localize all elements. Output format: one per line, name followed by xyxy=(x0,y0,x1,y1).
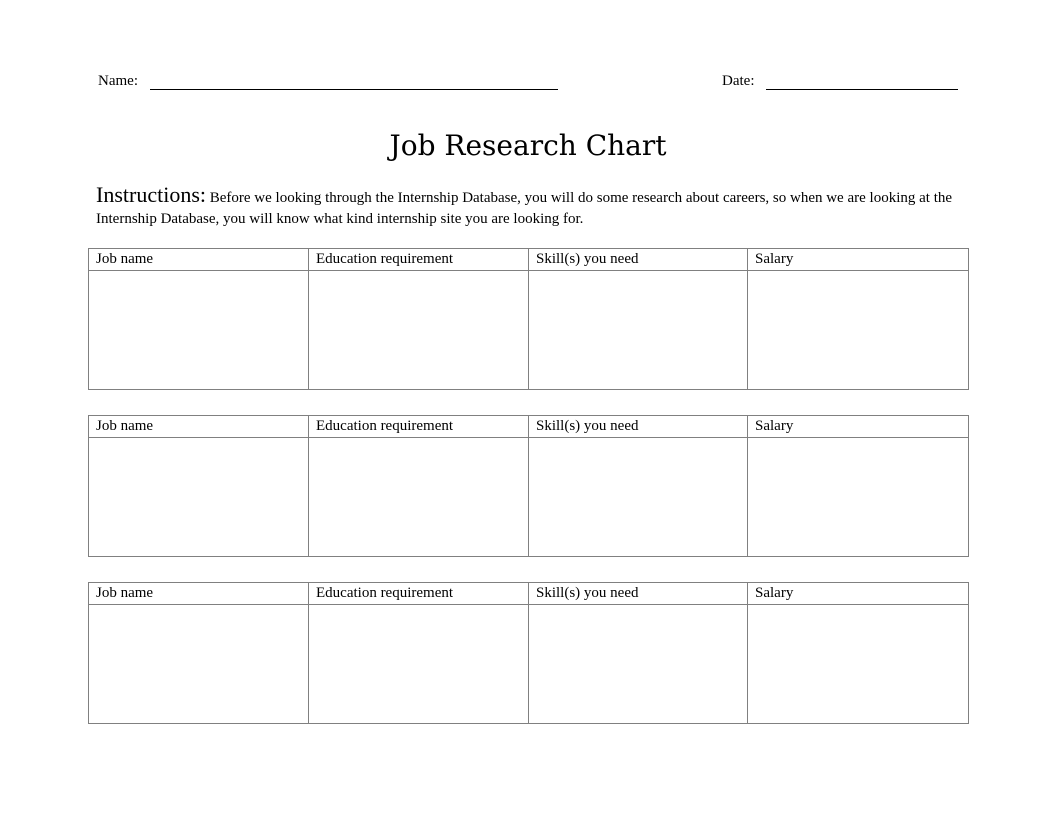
column-header-education-requirement: Education requirement xyxy=(309,249,529,271)
date-label: Date: xyxy=(722,73,755,89)
date-field-row xyxy=(722,72,958,90)
job-research-table-1 xyxy=(88,248,969,390)
column-header-job-name: Job name xyxy=(89,416,309,438)
job-research-table-3 xyxy=(88,582,969,724)
column-header-salary: Salary xyxy=(748,249,969,271)
table-row xyxy=(89,438,969,557)
column-header-salary: Salary xyxy=(748,583,969,605)
column-header-skills: Skill(s) you need xyxy=(529,249,748,271)
column-header-skills: Skill(s) you need xyxy=(529,416,748,438)
job-name-cell[interactable] xyxy=(89,438,309,557)
column-header-salary: Salary xyxy=(748,416,969,438)
table-header-row xyxy=(89,249,969,271)
skills-cell[interactable] xyxy=(529,271,748,390)
date-blank-line[interactable] xyxy=(766,72,958,90)
job-research-table-2 xyxy=(88,415,969,557)
column-header-skills: Skill(s) you need xyxy=(529,583,748,605)
column-header-job-name: Job name xyxy=(89,249,309,271)
job-name-cell[interactable] xyxy=(89,605,309,724)
table-header-row xyxy=(89,416,969,438)
education-requirement-cell[interactable] xyxy=(309,271,529,390)
salary-cell[interactable] xyxy=(748,271,969,390)
column-header-education-requirement: Education requirement xyxy=(309,583,529,605)
instructions-text: Before we looking through the Internship Database, you will do some research about careers, so when we are looking at the Internship Database, you will know what kind internship site you are looking for. xyxy=(96,190,953,227)
name-blank-line[interactable] xyxy=(150,72,558,90)
education-requirement-cell[interactable] xyxy=(309,438,529,557)
page-title: Job Research Chart xyxy=(389,129,667,162)
salary-cell[interactable] xyxy=(748,605,969,724)
job-name-cell[interactable] xyxy=(89,271,309,390)
salary-cell[interactable] xyxy=(748,438,969,557)
skills-cell[interactable] xyxy=(529,438,748,557)
column-header-job-name: Job name xyxy=(89,583,309,605)
table-header-row xyxy=(89,583,969,605)
table-row xyxy=(89,605,969,724)
table-row xyxy=(89,271,969,390)
name-field-row xyxy=(98,72,558,90)
name-label: Name: xyxy=(98,73,138,89)
education-requirement-cell[interactable] xyxy=(309,605,529,724)
skills-cell[interactable] xyxy=(529,605,748,724)
instructions-paragraph xyxy=(96,184,956,230)
instructions-label: Instructions: xyxy=(96,182,206,207)
column-header-education-requirement: Education requirement xyxy=(309,416,529,438)
